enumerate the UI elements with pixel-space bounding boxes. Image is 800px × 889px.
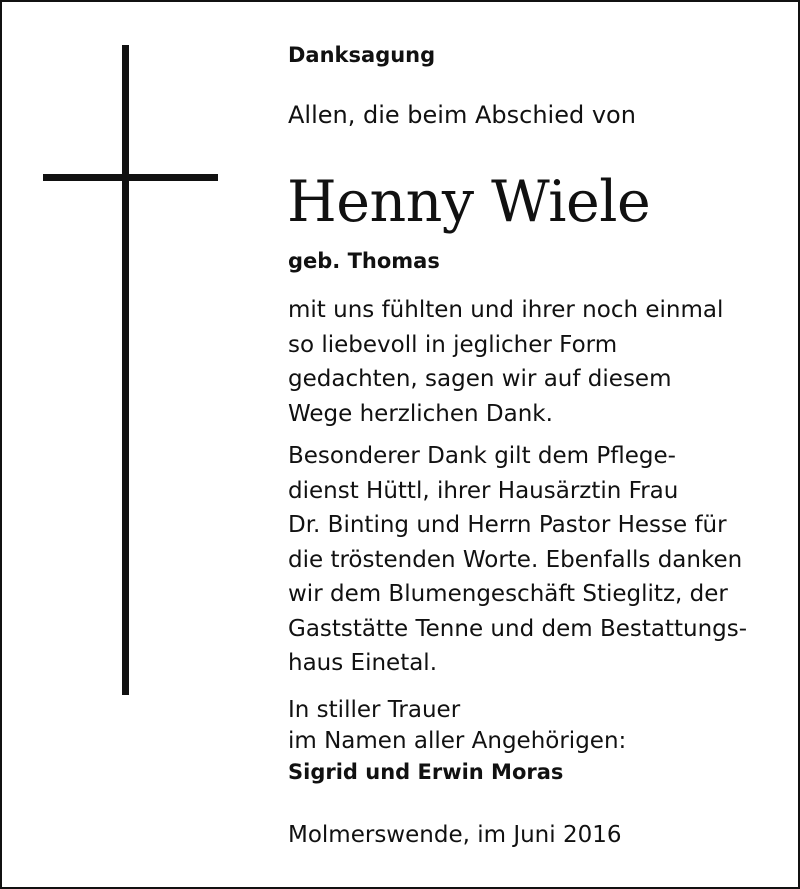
special-thanks-paragraph — [288, 439, 747, 681]
paragraph-line: Besonderer Dank gilt dem Pflege- — [288, 443, 676, 469]
paragraph-line: Gaststätte Tenne und dem Bestattungs- — [288, 615, 748, 642]
closing-block — [288, 695, 626, 788]
thanks-paragraph — [288, 293, 723, 431]
birth-name: geb. Thomas — [288, 249, 440, 273]
paragraph-line: gedachten, sagen wir auf diesem — [288, 366, 672, 392]
paragraph-line: die tröstenden Worte. Ebenfalls danken — [288, 546, 743, 573]
cross-horizontal-beam — [43, 174, 218, 181]
cross-vertical-beam — [122, 45, 129, 695]
paragraph-line: so liebevoll in jeglicher Form — [288, 331, 618, 358]
intro-text: Allen, die beim Abschied von — [288, 101, 636, 129]
paragraph-line: Dr. Binting und Herrn Pastor Hesse für — [288, 512, 727, 538]
signers: Sigrid und Erwin Moras — [288, 760, 564, 784]
closing-line: In stiller Trauer — [288, 697, 461, 723]
paragraph-line: dienst Hüttl, ihrer Hausärztin Frau — [288, 477, 679, 504]
paragraph-line: haus Einetal. — [288, 650, 438, 676]
deceased-name: Henny Wiele — [287, 169, 651, 235]
paragraph-line: mit uns fühlten und ihrer noch einmal — [288, 297, 724, 323]
notice-heading: Danksagung — [288, 43, 436, 67]
paragraph-line: Wege herzlichen Dank. — [288, 400, 553, 427]
closing-line: im Namen aller Angehörigen: — [288, 728, 627, 754]
place-date: Molmerswende, im Juni 2016 — [288, 822, 622, 848]
paragraph-line: wir dem Blumengeschäft Stieglitz, der — [288, 581, 728, 607]
